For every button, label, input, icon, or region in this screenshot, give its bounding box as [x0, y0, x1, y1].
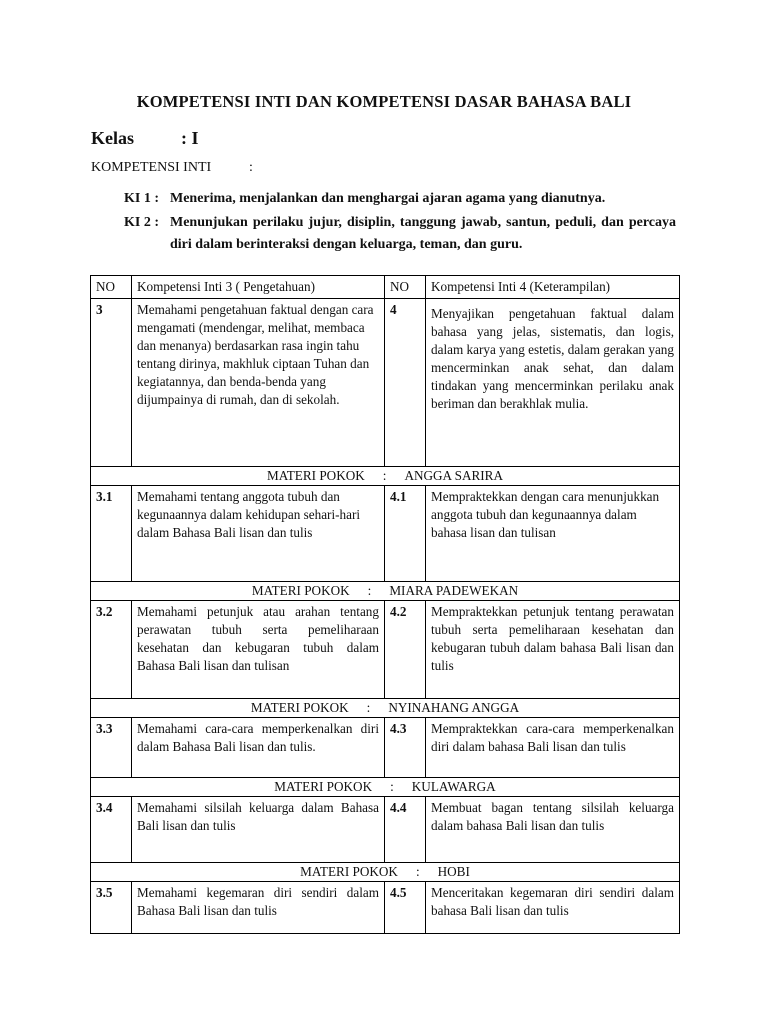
materi-name: NYINAHANG ANGGA	[388, 700, 520, 715]
kd4-text: Mempraktekkan dengan cara menunjukkan anggota tubuh dan kegunaannya dalam bahasa lisan dan tulisan	[426, 486, 680, 582]
ki-heading-label: KOMPETENSI INTI	[91, 160, 212, 175]
kd4-text: Membuat bagan tentang silsilah keluarga dalam bahasa Bali lisan dan tulis	[426, 797, 680, 863]
kd3-text: Memahami petunjuk atau arahan tentang perawatan tubuh serta pemeliharaan kesehatan dan kebugaran tubuh dalam Bahasa Bali lisan dan tulisan	[132, 601, 385, 699]
main-ki4-text: Menyajikan pengetahuan faktual dalam bahasa yang jelas, sistematis, dan logis, dalam karya yang estetis, dalam gerakan yang mencerminkan anak sehat, dan dalam tindakan yang mencerminkan perilaku anak beriman dan berakhlak mulia.	[426, 299, 680, 467]
materi-sep: :	[382, 468, 387, 483]
main-no-left: 3	[91, 299, 132, 467]
kd3-text: Memahami tentang anggota tubuh dan kegunaannya dalam kehidupan sehari-hari dalam Bahasa Bali lisan dan tulis	[132, 486, 385, 582]
kd-no-left: 3.1	[91, 486, 132, 582]
kd-no-left: 3.2	[91, 601, 132, 699]
ki-item	[124, 188, 676, 210]
kd-no-right: 4.3	[385, 718, 426, 778]
materi-cell	[91, 582, 680, 601]
materi-label: MATERI POKOK	[266, 468, 365, 483]
kd4-text: Mempraktekkan cara-cara memperkenalkan diri dalam bahasa Bali lisan dan tulis	[426, 718, 680, 778]
kd3-text: Memahami cara-cara memperkenalkan diri dalam Bahasa Bali lisan dan tulis.	[132, 718, 385, 778]
materi-row	[91, 778, 680, 797]
materi-cell	[91, 699, 680, 718]
header-ki4: Kompetensi Inti 4 (Keterampilan)	[426, 276, 680, 299]
materi-label: MATERI POKOK	[251, 583, 350, 598]
header-ki3: Kompetensi Inti 3 ( Pengetahuan)	[132, 276, 385, 299]
materi-cell	[91, 778, 680, 797]
materi-row	[91, 582, 680, 601]
kd3-text: Memahami kegemaran diri sendiri dalam Bahasa Bali lisan dan tulis	[132, 882, 385, 934]
materi-label: MATERI POKOK	[250, 700, 349, 715]
document-title: KOMPETENSI INTI DAN KOMPETENSI DASAR BAHASA BALI	[136, 92, 632, 111]
materi-cell	[91, 467, 680, 486]
ki-item	[124, 212, 676, 256]
materi-name: MIARA PADEWEKAN	[389, 583, 519, 598]
kd-row	[91, 797, 680, 863]
ki-text: Menunjukan perilaku jujur, disiplin, tanggung jawab, santun, peduli, dan percaya diri dalam berinteraksi dengan keluarga, teman, dan guru.	[170, 215, 676, 252]
materi-row	[91, 699, 680, 718]
materi-name: HOBI	[437, 864, 470, 879]
materi-sep: :	[367, 583, 372, 598]
header-no-left: NO	[91, 276, 132, 299]
header-no-right: NO	[385, 276, 426, 299]
materi-cell	[91, 863, 680, 882]
materi-row	[91, 467, 680, 486]
kelas-label: Kelas	[91, 128, 134, 148]
kd4-text: Mempraktekkan petunjuk tentang perawatan tubuh serta pemeliharaan kesehatan dan kebugaran tubuh dalam bahasa Bali lisan dan tulis	[426, 601, 680, 699]
kd-no-left: 3.3	[91, 718, 132, 778]
table-header-row	[91, 276, 680, 299]
kd-no-right: 4.4	[385, 797, 426, 863]
ki-heading-colon: :	[249, 160, 253, 175]
materi-sep: :	[415, 864, 420, 879]
kd-row	[91, 718, 680, 778]
materi-label: MATERI POKOK	[274, 779, 373, 794]
kd3-text: Memahami silsilah keluarga dalam Bahasa Bali lisan dan tulis	[132, 797, 385, 863]
kd-no-right: 4.1	[385, 486, 426, 582]
main-no-right: 4	[385, 299, 426, 467]
main-ki3-text: Memahami pengetahuan faktual dengan cara mengamati (mendengar, melihat, membaca dan menanya) berdasarkan rasa ingin tahu tentang dirinya, makhluk ciptaan Tuhan dan kegiatannya, dan benda-benda yang dijumpainya di rumah, dan di sekolah.	[132, 299, 385, 467]
ki-list	[124, 188, 676, 258]
ki-heading	[91, 160, 253, 176]
kd-no-left: 3.5	[91, 882, 132, 934]
kelas-value: : I	[181, 128, 199, 148]
materi-name: ANGGA SARIRA	[404, 468, 504, 483]
materi-sep: :	[366, 700, 371, 715]
kd-row	[91, 882, 680, 934]
kd-no-right: 4.5	[385, 882, 426, 934]
kd-no-left: 3.4	[91, 797, 132, 863]
materi-row	[91, 863, 680, 882]
kelas-line	[91, 128, 199, 149]
materi-label: MATERI POKOK	[300, 864, 398, 879]
kd-no-right: 4.2	[385, 601, 426, 699]
ki-code: KI 1 :	[124, 191, 159, 206]
materi-name: KULAWARGA	[411, 779, 496, 794]
main-row	[91, 299, 680, 467]
kd-row	[91, 486, 680, 582]
kd-row	[91, 601, 680, 699]
materi-sep: :	[390, 779, 394, 794]
ki-code: KI 2 :	[124, 215, 159, 230]
kompetensi-table	[90, 275, 680, 934]
kd4-text: Menceritakan kegemaran diri sendiri dalam bahasa Bali lisan dan tulis	[426, 882, 680, 934]
ki-text: Menerima, menjalankan dan menghargai ajaran agama yang dianutnya.	[170, 191, 606, 206]
